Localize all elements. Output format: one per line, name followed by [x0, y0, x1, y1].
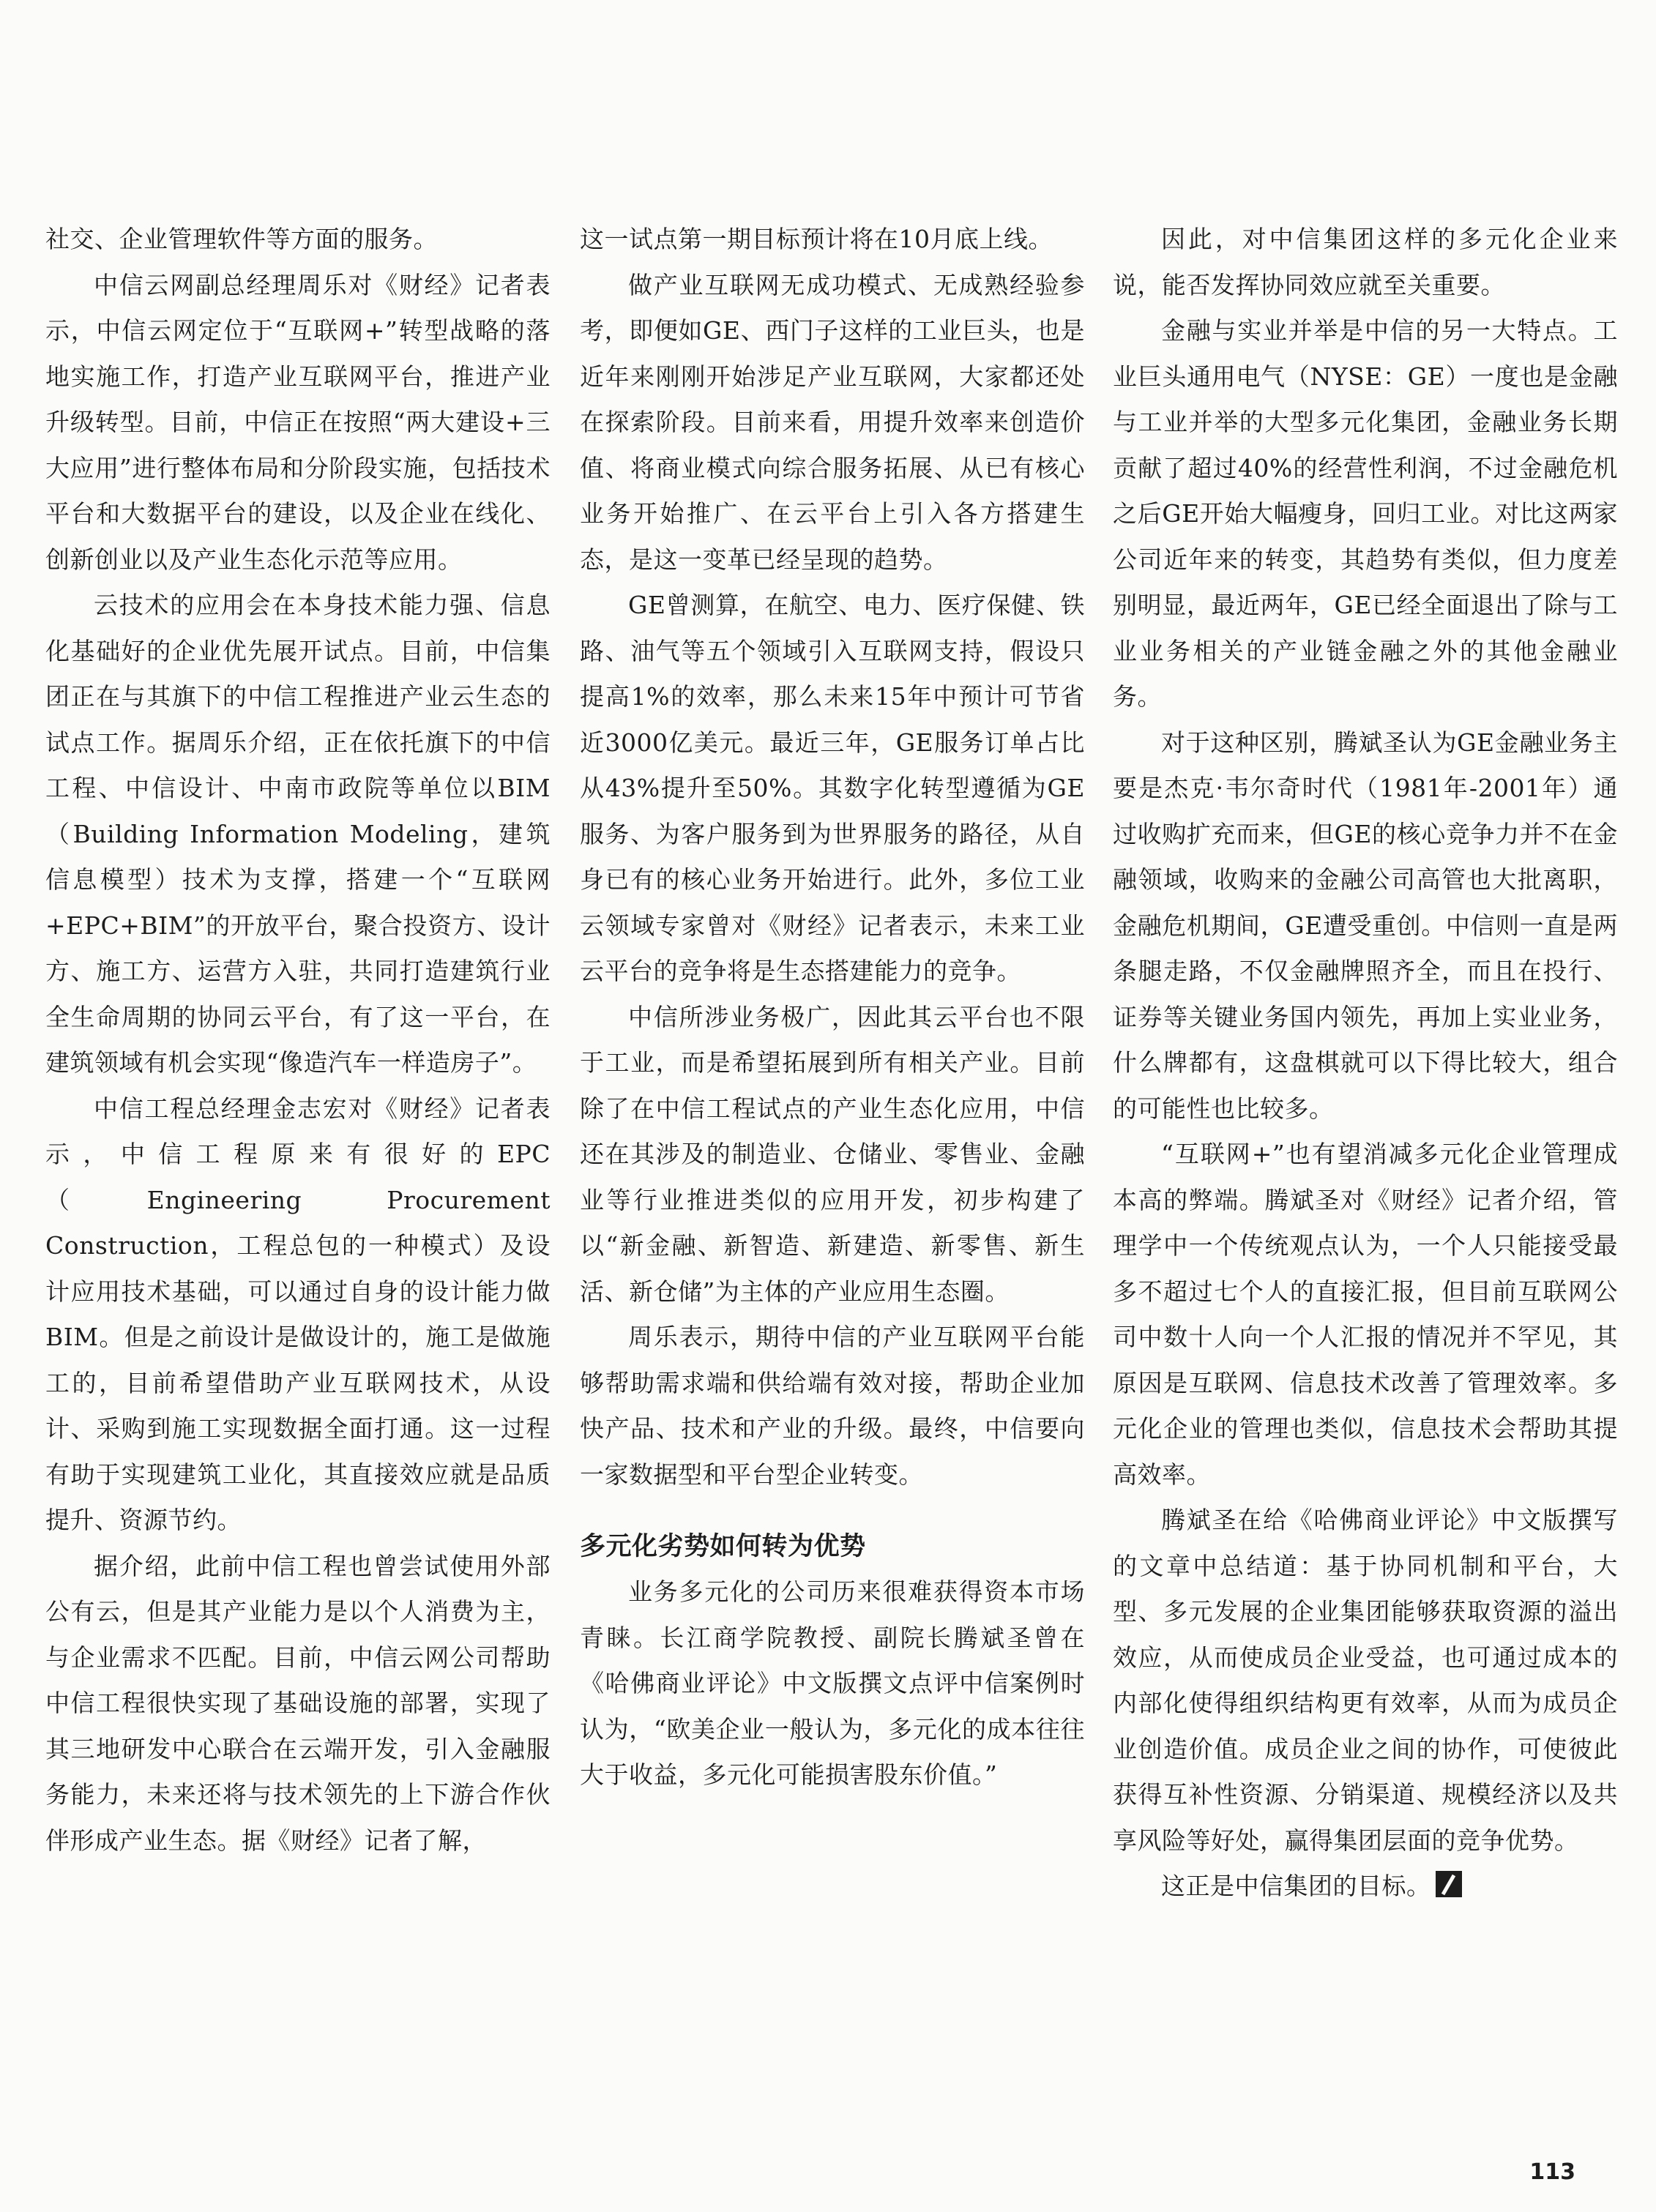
- paragraph: 中信所涉业务极广，因此其云平台也不限于工业，而是希望拓展到所有相关产业。目前除了在中信工程试点的产业生态化应用，中信还在其涉及的制造业、仓储业、零售业、金融业等行业推进类似的应用开发，初步构建了以“新金融、新智造、新建造、新零售、新生活、新仓储”为主体的产业应用生态圈。: [580, 1002, 1085, 1306]
- paragraph: 社交、企业管理软件等方面的服务。: [45, 225, 438, 253]
- page-number: 113: [1529, 2159, 1575, 2185]
- paragraph: GE曾测算，在航空、电力、医疗保健、铁路、油气等五个领域引入互联网支持，假设只提高1%的效率，那么未来15年中预计可节省近3000亿美元。最近三年，GE服务订单占比从43%提升至50%。其数字化转型遵循为GE服务、为客户服务到为世界服务的路径，从自身已有的核心业务开始进行。此外，多位工业云领域专家曾对《财经》记者表示，未来工业云平台的竞争将是生态搭建能力的竞争。: [580, 591, 1085, 985]
- end-of-article-icon: [1436, 1871, 1462, 1897]
- article-column-3: [1113, 217, 1618, 1910]
- paragraph: 对于这种区别，腾斌圣认为GE金融业务主要是杰克·韦尔奇时代（1981年-2001年）通过收购扩充而来，但GE的核心竞争力并不在金融领域，收购来的金融公司高管也大批离职，金融危机期间，GE遭受重创。中信则一直是两条腿走路，不仅金融牌照齐全，而且在投行、证券等关键业务国内领先，再加上实业业务，什么牌都有，这盘棋就可以下得比较大，组合的可能性也比较多。: [1113, 728, 1618, 1123]
- section-heading: 多元化劣势如何转为优势: [580, 1532, 866, 1561]
- paragraph: 中信云网副总经理周乐对《财经》记者表示，中信云网定位于“互联网+”转型战略的落地实施工作，打造产业互联网平台，推进产业升级转型。目前，中信正在按照“两大建设+三大应用”进行整体布局和分阶段实施，包括技术平台和大数据平台的建设，以及企业在线化、创新创业以及产业生态化示范等应用。: [45, 270, 551, 574]
- paragraph: “互联网+”也有望消减多元化企业管理成本高的弊端。腾斌圣对《财经》记者介绍，管理学中一个传统观点认为，一个人只能接受最多不超过七个人的直接汇报，但目前互联网公司中数十人向一个人汇报的情况并不罕见，其原因是互联网、信息技术改善了管理效率。多元化企业的管理也类似，信息技术会帮助其提高效率。: [1113, 1140, 1618, 1489]
- paragraph: 中信工程总经理金志宏对《财经》记者表示，中信工程原来有很好的EPC（Engineering Procurement Construction，工程总包的一种模式）及设计应用技术基础，可以通过自身的设计能力做BIM。但是之前设计是做设计的，施工是做施工的，目前希望借助产业互联网技术，从设计、采购到施工实现数据全面打通。这一过程有助于实现建筑工业化，其直接效应就是品质提升、资源节约。: [45, 1094, 551, 1534]
- paragraph: 云技术的应用会在本身技术能力强、信息化基础好的企业优先展开试点。目前，中信集团正在与其旗下的中信工程推进产业云生态的试点工作。据周乐介绍，正在依托旗下的中信工程、中信设计、中南市政院等单位以BIM（Building Information Modeling，建筑信息模型）技术为支撑，搭建一个“互联网+EPC+BIM”的开放平台，聚合投资方、设计方、施工方、运营方入驻，共同打造建筑行业全生命周期的协同云平台，有了这一平台，在建筑领域有机会实现“像造汽车一样造房子”。: [45, 591, 551, 1077]
- article-column-2: [580, 217, 1085, 1798]
- paragraph: 据介绍，此前中信工程也曾尝试使用外部公有云，但是其产业能力是以个人消费为主，与企业需求不匹配。目前，中信云网公司帮助中信工程很快实现了基础设施的部署，实现了其三地研发中心联合在云端开发，引入金融服务能力，未来还将与技术领先的上下游合作伙伴形成产业生态。据《财经》记者了解，: [45, 1551, 551, 1855]
- article-column-1: [45, 217, 551, 1864]
- paragraph: 这一试点第一期目标预计将在10月底上线。: [580, 225, 1053, 253]
- paragraph: 周乐表示，期待中信的产业互联网平台能够帮助需求端和供给端有效对接，帮助企业加快产品、技术和产业的升级。最终，中信要向一家数据型和平台型企业转变。: [580, 1323, 1085, 1489]
- paragraph: 业务多元化的公司历来很难获得资本市场青睐。长江商学院教授、副院长腾斌圣曾在《哈佛商业评论》中文版撰文点评中信案例时认为，“欧美企业一般认为，多元化的成本往往大于收益，多元化可能损害股东价值。”: [580, 1577, 1085, 1789]
- paragraph: 做产业互联网无成功模式、无成熟经验参考，即便如GE、西门子这样的工业巨头，也是近年来刚刚开始涉足产业互联网，大家都还处在探索阶段。目前来看，用提升效率来创造价值、将商业模式向综合服务拓展、从已有核心业务开始推广、在云平台上引入各方搭建生态，是这一变革已经呈现的趋势。: [580, 270, 1085, 574]
- paragraph: 金融与实业并举是中信的另一大特点。工业巨头通用电气（NYSE：GE）一度也是金融与工业并举的大型多元化集团，金融业务长期贡献了超过40%的经营性利润，不过金融危机之后GE开始大幅瘦身，回归工业。对比这两家公司近年来的转变，其趋势有类似，但力度差别明显，最近两年，GE已经全面退出了除与工业业务相关的产业链金融之外的其他金融业务。: [1113, 316, 1618, 711]
- final-sentence: 这正是中信集团的目标。: [1161, 1872, 1431, 1900]
- paragraph: 因此，对中信集团这样的多元化企业来说，能否发挥协同效应就至关重要。: [1113, 225, 1618, 299]
- paragraph: 腾斌圣在给《哈佛商业评论》中文版撰写的文章中总结道：基于协同机制和平台，大型、多元发展的企业集团能够获取资源的溢出效应，从而使成员企业受益，也可通过成本的内部化使得组织结构更有效率，从而为成员企业创造价值。成员企业之间的协作，可使彼此获得互补性资源、分销渠道、规模经济以及共享风险等好处，赢得集团层面的竞争优势。: [1113, 1506, 1618, 1855]
- paragraph-final: [1113, 1864, 1618, 1910]
